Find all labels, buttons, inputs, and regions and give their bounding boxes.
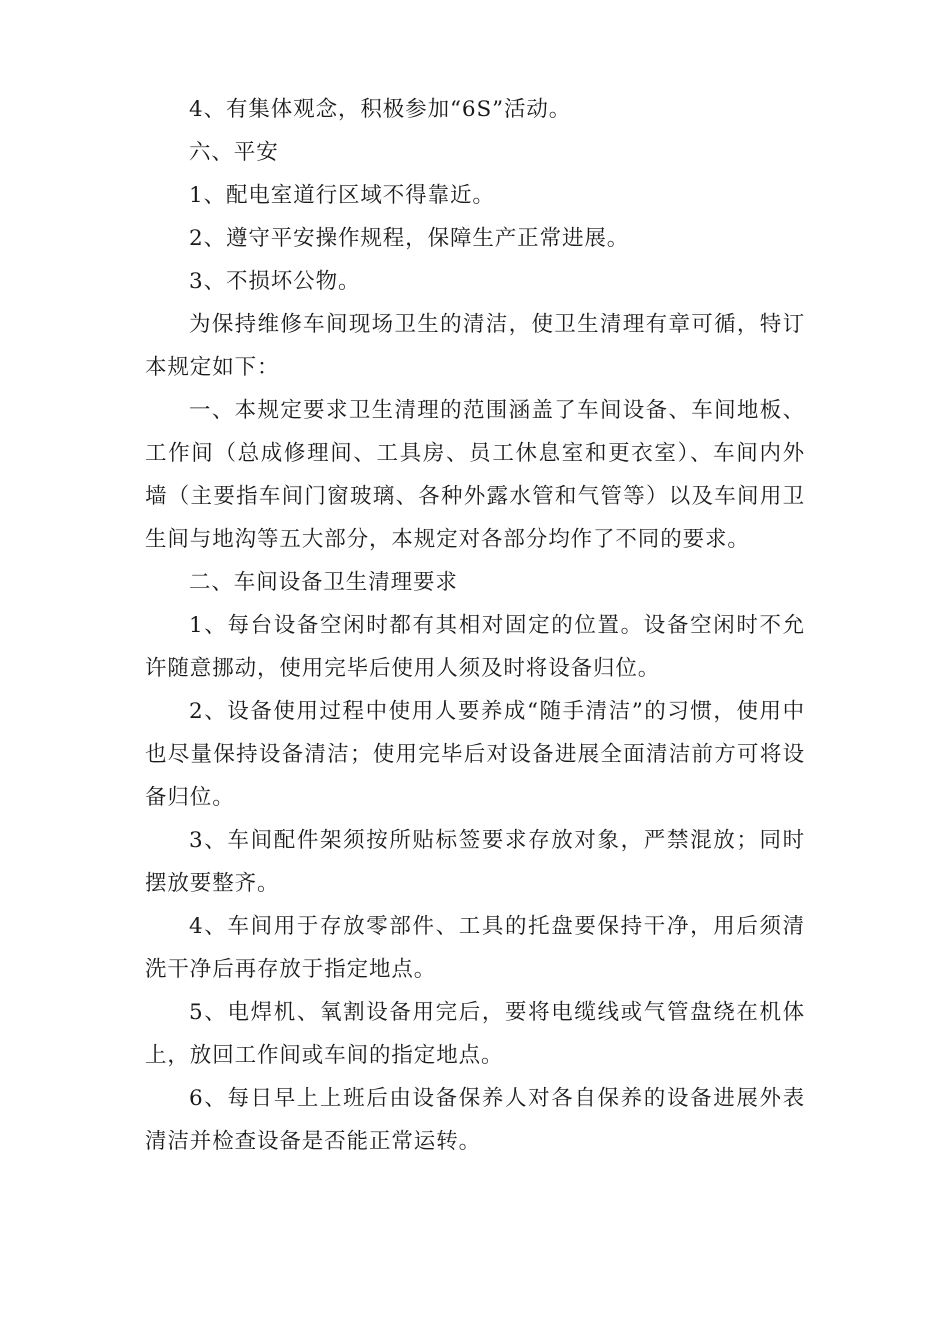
- section-heading: 二、车间设备卫生清理要求: [189, 570, 458, 595]
- paragraph: 5、电焊机、氧割设备用完后，要将电缆线或气管盘绕在机体上，放回工作间或车间的指定地点。: [145, 1000, 805, 1068]
- paragraph: 4、有集体观念，积极参加“6S”活动。: [189, 97, 572, 122]
- paragraph: 一、本规定要求卫生清理的范围涵盖了车间设备、车间地板、工作间（总成修理间、工具房、员工休息室和更衣室）、车间内外墙（主要指车间门窗玻璃、各种外露水管和气管等）以及车间用卫生间与地沟等五大部分，本规定对各部分均作了不同的要求。: [145, 398, 805, 552]
- paragraph: 3、不损坏公物。: [189, 269, 361, 294]
- paragraph: 为保持维修车间现场卫生的清洁，使卫生清理有章可循，特订本规定如下：: [145, 312, 805, 380]
- document-body: [145, 88, 805, 1163]
- paragraph: 2、遵守平安操作规程，保障生产正常进展。: [189, 226, 630, 251]
- section-heading: 六、平安: [189, 140, 279, 165]
- paragraph: 6、每日早上上班后由设备保养人对各自保养的设备进展外表清洁并检查设备是否能正常运转。: [145, 1086, 805, 1154]
- paragraph: 3、车间配件架须按所贴标签要求存放对象，严禁混放；同时摆放要整齐。: [145, 828, 805, 896]
- paragraph: 1、配电室道行区域不得靠近。: [189, 183, 495, 208]
- paragraph: 4、车间用于存放零部件、工具的托盘要保持干净，用后须清洗干净后再存放于指定地点。: [145, 914, 805, 982]
- paragraph: 1、每台设备空闲时都有其相对固定的位置。设备空闲时不允许随意挪动，使用完毕后使用人须及时将设备归位。: [145, 613, 805, 681]
- paragraph: 2、设备使用过程中使用人要养成“随手清洁”的习惯，使用中也尽量保持设备清洁；使用完毕后对设备进展全面清洁前方可将设备归位。: [145, 699, 805, 810]
